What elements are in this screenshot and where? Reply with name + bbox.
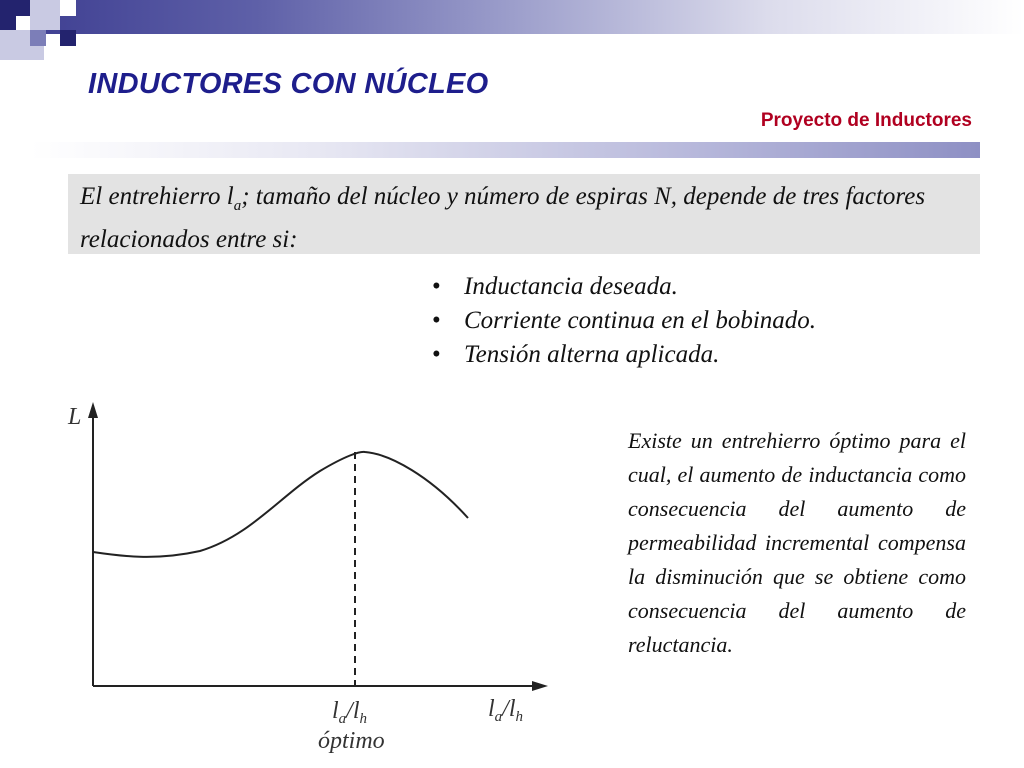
list-item: • Corriente continua en el bobinado.: [432, 304, 816, 338]
header-gradient-bar: [0, 0, 1024, 34]
header-divider-bar: [30, 142, 980, 158]
bullet-icon: •: [432, 273, 441, 300]
x-axis-label: $l_a/l_h$: [488, 696, 524, 725]
decorative-square: [30, 46, 44, 60]
bullet-icon: •: [432, 341, 441, 368]
x-axis-arrow-icon: [532, 681, 548, 691]
y-axis-arrow-icon: [88, 402, 98, 418]
decorative-square: [30, 30, 46, 46]
page-title: INDUCTORES CON NÚCLEO: [88, 68, 489, 100]
explanation-text: Existe un entrehierro óptimo para el cual, el aumento de inductancia como consecuencia del aumento de permeabilidad incremental compensa la disminución que se obtiene como consecuencia del aumento de reluctancia.: [628, 428, 966, 657]
inductance-vs-gap-diagram: [60, 396, 560, 756]
y-axis-label: L: [68, 404, 82, 430]
optimum-tick-caption: óptimo: [318, 728, 385, 754]
decorative-square: [0, 30, 30, 60]
decorative-square: [16, 16, 30, 30]
factor-list: [432, 270, 816, 372]
list-item: • Tensión alterna aplicada.: [432, 338, 816, 372]
list-item: • Inductancia deseada.: [432, 270, 816, 304]
optimum-tick-label: $l_a/l_h$: [332, 698, 368, 727]
page-subtitle: Proyecto de Inductores: [760, 110, 972, 131]
decorative-square: [60, 30, 76, 46]
decorative-square: [60, 0, 76, 16]
decorative-square: [30, 0, 60, 30]
inductance-curve: [93, 452, 468, 557]
intro-box: [68, 174, 980, 254]
intro-text: El entrehierro $l_a$; tamaño del núcleo y número de espiras N, depende de tres factores relacionados entre si:: [80, 183, 926, 253]
bullet-icon: •: [432, 307, 441, 334]
